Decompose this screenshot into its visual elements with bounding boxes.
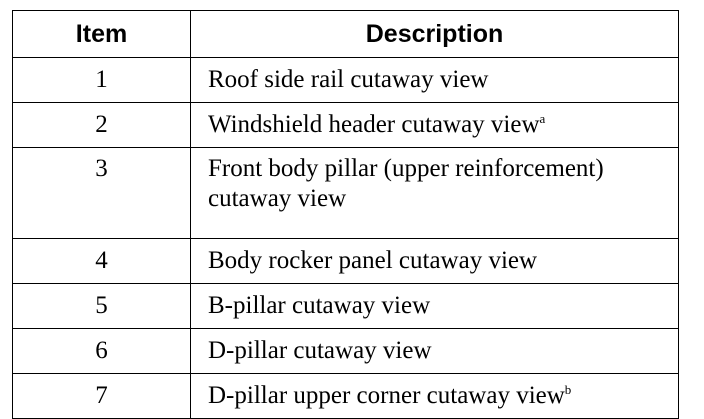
item-description [191,239,679,284]
item-number: 1 [13,58,191,103]
item-number: 4 [13,239,191,284]
header-row [13,11,679,58]
table-row [13,148,679,239]
description-text: D-pillar upper corner cutaway view [208,382,565,409]
description-text: Front body pillar (upper reinforcement) cutaway view [208,155,604,212]
table-row [13,329,679,374]
item-description [191,148,679,239]
table-row [13,58,679,103]
footnote-marker: a [539,111,546,126]
header-description: Description [191,11,679,58]
table-row [13,239,679,284]
description-text: Windshield header cutaway view [208,111,540,138]
item-number: 7 [13,374,191,419]
item-description [191,284,679,329]
item-description [191,103,679,148]
header-item: Item [13,11,191,58]
item-description [191,58,679,103]
item-number: 2 [13,103,191,148]
table-row [13,103,679,148]
item-description [191,329,679,374]
description-text: Body rocker panel cutaway view [208,247,538,274]
description-text: Roof side rail cutaway view [208,66,489,93]
parts-table [12,10,679,419]
description-text: D-pillar cutaway view [208,337,432,364]
description-text: B-pillar cutaway view [208,292,431,319]
item-number: 6 [13,329,191,374]
item-number: 5 [13,284,191,329]
item-description [191,374,679,419]
item-number: 3 [13,148,191,239]
table-row [13,374,679,419]
footnote-marker: b [564,382,572,397]
table-row [13,284,679,329]
